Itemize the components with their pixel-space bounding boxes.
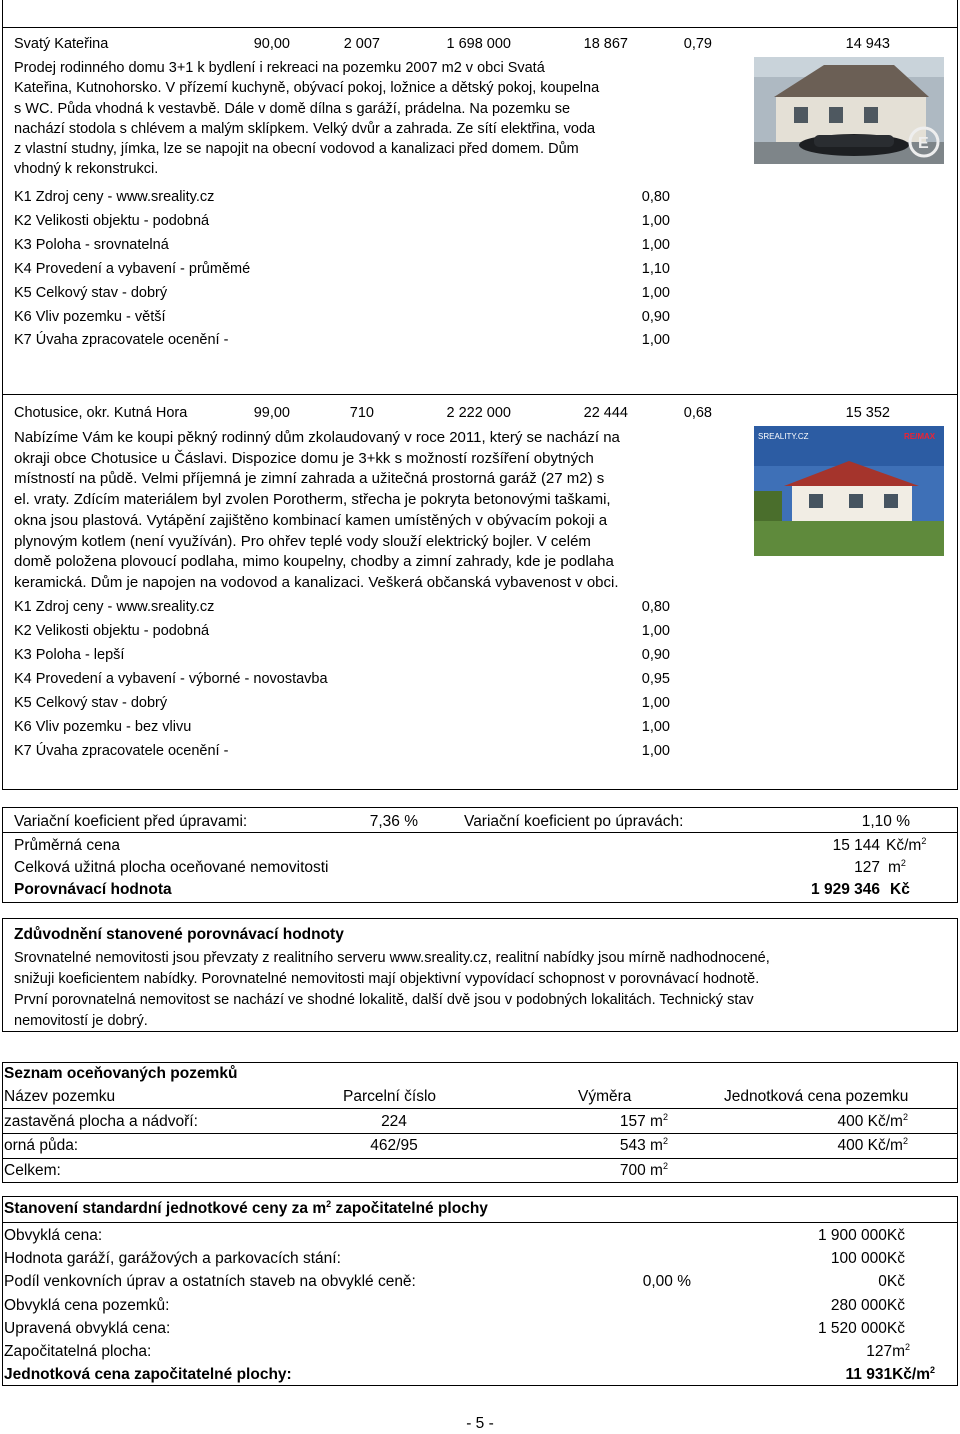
desc-line: el. vraty. Zdícím materiálem byl zvolen Porotherm, střecha je pokryta betonovými taškami, bbox=[14, 491, 611, 509]
page-number: - 5 - bbox=[466, 1415, 494, 1432]
factor-value: 1,10 bbox=[641, 261, 670, 277]
desc-line: domě položena plovoucí podlaha, mimo koupelny, chodby a zimní zahrady, kde je podlaha bbox=[14, 553, 614, 571]
justification-title: Zdůvodnění stanovené porovnávací hodnoty bbox=[14, 926, 344, 943]
factor-row bbox=[14, 718, 670, 738]
unit-final-label: Jednotková cena započitatelné plochy: bbox=[4, 1366, 292, 1383]
factor-value: 0,90 bbox=[641, 309, 670, 325]
area-unit: $m^2$ bbox=[888, 857, 906, 876]
factor-label: K3 Poloha - srovnatelná bbox=[14, 237, 169, 253]
photo-brand: RE/MAX bbox=[904, 432, 936, 441]
unit-row-value: $127m^2$ bbox=[866, 1341, 910, 1360]
justification-line: První porovnatelná nemovitost se nachází ve shodné lokalitě, další dvě jsou v podobných lokalitách. Technický stav bbox=[14, 992, 754, 1008]
var-after-label: Variační koeficient po úpravách: bbox=[464, 813, 684, 830]
desc-line: s WC. Půda vhodná k vestavbě. Dále v domě dílna s garáží, prádelna. Na pozemku se bbox=[14, 100, 571, 117]
land-row-name: orná půda: bbox=[4, 1137, 79, 1154]
comp1-unit-price: 18 867 bbox=[583, 36, 628, 52]
comparative-value: 1 929 346 bbox=[811, 881, 880, 898]
summary-divider bbox=[2, 832, 958, 833]
comp1-lot: 2 007 bbox=[343, 36, 380, 52]
land-row-line bbox=[2, 1158, 958, 1159]
desc-line: Prodej rodinného domu 3+1 k bydlení i rekreaci na pozemku 2007 m2 v obci Svatá bbox=[14, 60, 545, 76]
comp1-description bbox=[14, 58, 728, 180]
comp2-area: 99,00 bbox=[253, 405, 290, 421]
factor-label: K4 Provedení a vybavení - výborné - novostavba bbox=[14, 671, 328, 687]
comp2-unit-price: 22 444 bbox=[583, 405, 628, 421]
factor-value: 1,00 bbox=[641, 237, 670, 253]
area-label: Celková užitná plocha oceňované nemovitosti bbox=[14, 859, 329, 876]
house-photo-icon bbox=[754, 57, 944, 164]
factor-row bbox=[14, 598, 670, 618]
factor-row bbox=[14, 308, 670, 328]
comp1-photo bbox=[754, 57, 944, 164]
factor-row bbox=[14, 188, 670, 208]
factor-row bbox=[14, 260, 670, 280]
desc-line: okna jsou plastová. Vytápění zajištěno kombinací kamen umístěných v obývacím pokoji a bbox=[14, 511, 608, 529]
desc-line: Kateřina, Kutnohorsko. V přízemí kuchyně, obývací pokoj, ložnice a dětský pokoj, koupelna bbox=[14, 80, 600, 97]
comp1-area: 90,00 bbox=[253, 36, 290, 52]
factor-row bbox=[14, 284, 670, 304]
unit-row-label: Započitatelná plocha: bbox=[4, 1343, 152, 1360]
box-left-edge bbox=[2, 0, 5, 28]
factor-row bbox=[14, 331, 670, 351]
var-before-value: 7,36 % bbox=[369, 813, 418, 830]
unit-row-value: 100 000Kč bbox=[830, 1250, 905, 1267]
svg-text:E: E bbox=[918, 135, 929, 152]
justification-text bbox=[14, 948, 946, 1032]
factor-label: K1 Zdroj ceny - www.sreality.cz bbox=[14, 189, 215, 205]
comp2-lot: 710 bbox=[349, 405, 374, 421]
comp2-adjusted: 15 352 bbox=[845, 405, 890, 421]
land-row-line bbox=[2, 1133, 958, 1134]
comp1-adjusted: 14 943 bbox=[845, 36, 890, 52]
factor-value: 1,00 bbox=[641, 743, 670, 759]
unit-row-label: Obvyklá cena: bbox=[4, 1227, 103, 1244]
factor-value: 1,00 bbox=[641, 213, 670, 229]
unit-row-label: Hodnota garáží, garážových a parkovacích stání: bbox=[4, 1250, 341, 1267]
factor-label: K2 Velikosti objektu - podobná bbox=[14, 623, 210, 639]
unit-row-label: Upravená obvyklá cena: bbox=[4, 1320, 171, 1337]
factor-label: K1 Zdroj ceny - www.sreality.cz bbox=[14, 599, 215, 615]
unit-row-line bbox=[2, 1222, 958, 1223]
comparative-value-unit: Kč bbox=[890, 881, 910, 898]
comparative-value-label: Porovnávací hodnota bbox=[14, 881, 172, 898]
land-row-parcel: 462/95 bbox=[370, 1137, 418, 1154]
land-header-name: Název pozemku bbox=[4, 1088, 116, 1105]
factor-value: 0,90 bbox=[641, 647, 670, 663]
comp2-name: Chotusice, okr. Kutná Hora bbox=[14, 405, 188, 421]
unit-row-label: Obvyklá cena pozemků: bbox=[4, 1297, 170, 1314]
unit-price-title: Stanovení standardní jednotkové ceny za $m^2$ započitatelné plochy bbox=[4, 1198, 488, 1217]
var-before-label: Variační koeficient před úpravami: bbox=[14, 813, 248, 830]
land-row-line bbox=[2, 1108, 958, 1109]
factor-row bbox=[14, 694, 670, 714]
factor-row bbox=[14, 646, 670, 666]
factor-value: 1,00 bbox=[641, 332, 670, 348]
var-after-value: 1,10 % bbox=[861, 813, 910, 830]
unit-row-value: 280 000Kč bbox=[830, 1297, 905, 1314]
land-total-area: 700 $m^2$ bbox=[619, 1160, 668, 1179]
factor-row bbox=[14, 622, 670, 642]
factor-value: 0,80 bbox=[641, 189, 670, 205]
avg-price-unit: $Kč/m^2$ bbox=[886, 835, 927, 854]
factor-label: K6 Vliv pozemku - bez vlivu bbox=[14, 719, 192, 735]
factor-value: 1,00 bbox=[641, 623, 670, 639]
desc-line: místností na půdě. Velmi příjemná je zimní zahrada a užitečná prostorná garáž (27 m2) s bbox=[14, 470, 605, 488]
factor-label: K5 Celkový stav - dobrý bbox=[14, 285, 168, 301]
factor-row bbox=[14, 742, 670, 762]
factor-row bbox=[14, 212, 670, 232]
land-row-area: 157 $m^2$ bbox=[619, 1111, 668, 1130]
justification-line: snižuji koeficientem nabídky. Porovnatelné nemovitosti mají objektivní vypovídací schopnost v porovnávací hodnotě. bbox=[14, 971, 760, 987]
land-row-parcel: 224 bbox=[381, 1113, 407, 1130]
factor-label: K7 Úvaha zpracovatele ocenění - bbox=[14, 332, 229, 348]
desc-line: keramická. Dům je napojen na vodovod a kanalizaci. Veškerá občanská vybavenost v obci. bbox=[14, 573, 619, 591]
factor-label: K2 Velikosti objektu - podobná bbox=[14, 213, 210, 229]
area-value: 127 bbox=[854, 859, 880, 876]
factor-label: K5 Celkový stav - dobrý bbox=[14, 695, 168, 711]
unit-row-value: 0Kč bbox=[878, 1273, 905, 1290]
factor-row bbox=[14, 670, 670, 690]
justification-line: nemovitostí je dobrý. bbox=[14, 1013, 148, 1029]
desc-line: okraji obce Chotusice u Čáslavi. Dispozice domu je 3+kk s možností rozšíření obytných bbox=[14, 449, 594, 467]
factor-label: K3 Poloha - lepší bbox=[14, 647, 125, 663]
unit-row-mid: 0,00 % bbox=[642, 1273, 691, 1290]
factor-value: 1,00 bbox=[641, 285, 670, 301]
factor-value: 1,00 bbox=[641, 719, 670, 735]
desc-line: z vlastní studny, jímka, lze se napojit na obecní vodovod a kanalizaci před domem. Dům bbox=[14, 141, 579, 158]
factor-label: K4 Provedení a vybavení - průměmé bbox=[14, 261, 251, 277]
factor-label: K7 Úvaha zpracovatele ocenění - bbox=[14, 743, 229, 759]
land-row-area: 543 $m^2$ bbox=[619, 1135, 668, 1154]
photo-watermark: SREALITY.CZ bbox=[758, 432, 809, 441]
land-title: Seznam oceňovaných pozemků bbox=[4, 1065, 238, 1082]
comp2-photo bbox=[754, 426, 944, 556]
comp2-coef: 0,68 bbox=[683, 405, 712, 421]
unit-row-value: 1 900 000Kč bbox=[817, 1227, 905, 1244]
avg-price-label: Průměrná cena bbox=[14, 837, 120, 854]
comp1-coef: 0,79 bbox=[683, 36, 712, 52]
comp2-price: 2 222 000 bbox=[446, 405, 511, 421]
land-row-price: 400 $Kč/m^2$ bbox=[837, 1135, 908, 1154]
factor-row bbox=[14, 236, 670, 256]
desc-line: nachází stodola s chlévem a malým sklípkem. Velký dvůr a zahrada. Ze sítí elektřina, voda bbox=[14, 120, 596, 137]
box-mid-divider bbox=[2, 394, 958, 395]
land-header-price: Jednotková cena pozemku bbox=[724, 1088, 909, 1105]
factor-value: 1,00 bbox=[641, 695, 670, 711]
avg-price-value: 15 144 bbox=[832, 837, 880, 854]
comp1-price: 1 698 000 bbox=[446, 36, 511, 52]
justification-line: Srovnatelné nemovitosti jsou převzaty z realitního serveru www.sreality.cz, realitní nabídky jsou mírně nadhodnocené, bbox=[14, 950, 770, 966]
land-total-label: Celkem: bbox=[4, 1162, 61, 1179]
unit-row-label: Podíl venkovních úprav a ostatních staveb na obvyklé ceně: bbox=[4, 1273, 416, 1290]
factor-label: K6 Vliv pozemku - větší bbox=[14, 309, 166, 325]
unit-final-value: 11 $931Kč/m^2$ bbox=[845, 1364, 935, 1383]
desc-line: Nabízíme Vám ke koupi pěkný rodinný dům zkolaudovaný v roce 2011, který se nachází na bbox=[14, 429, 620, 446]
desc-line: vhodný k rekonstrukci. bbox=[14, 161, 159, 178]
factor-value: 0,80 bbox=[641, 599, 670, 615]
box-top-divider bbox=[2, 27, 958, 28]
land-row-name: zastavěná plocha a nádvoří: bbox=[4, 1113, 198, 1130]
land-row-price: 400 $Kč/m^2$ bbox=[837, 1111, 908, 1130]
land-header-parcel: Parcelní číslo bbox=[343, 1088, 437, 1105]
desc-line: plynovým kotlem (není využíván). Pro ohřev teplé vody slouží elektrický bojler. V celém bbox=[14, 532, 591, 550]
land-header-area: Výměra bbox=[578, 1088, 632, 1105]
factor-value: 0,95 bbox=[641, 671, 670, 687]
comp2-description bbox=[14, 428, 728, 594]
house-photo-icon bbox=[754, 426, 944, 556]
comp1-name: Svatý Kateřina bbox=[14, 36, 109, 52]
unit-row-value: 1 520 000Kč bbox=[817, 1320, 905, 1337]
